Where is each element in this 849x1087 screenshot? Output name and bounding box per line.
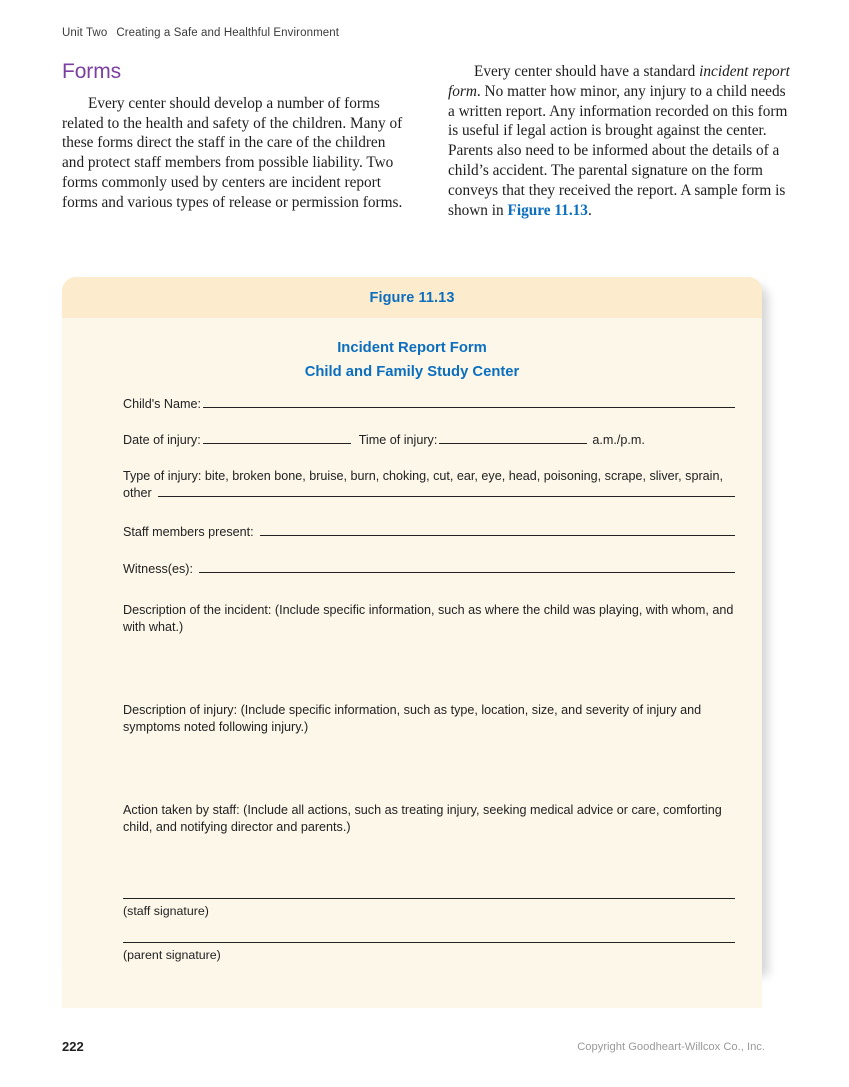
- running-head-title: Creating a Safe and Healthful Environment: [116, 27, 340, 39]
- figure-reference-link[interactable]: Figure 11.13: [507, 201, 588, 219]
- other-input-line[interactable]: [158, 485, 735, 497]
- staff-members-present-label: Staff members present:: [123, 525, 254, 539]
- am-pm-label: a.m./p.m.: [592, 433, 645, 447]
- right-column: [448, 62, 792, 220]
- field-description-of-injury[interactable]: [123, 702, 735, 736]
- page-number: 222: [62, 1039, 84, 1054]
- figure-caption-label: Figure 11.13: [369, 289, 455, 306]
- left-column-paragraph: Every center should develop a number of forms related to the health and safety of the children. Many of these forms direct the staff in the care of the children and protect staff members from possible liability. Two forms commonly used by centers are incident report forms and various types of release or permission forms.: [62, 94, 403, 211]
- page-title: Forms: [62, 60, 121, 83]
- form-title: [62, 318, 762, 384]
- field-childs-name[interactable]: [123, 396, 735, 413]
- field-type-of-injury: [123, 468, 735, 485]
- field-staff-signature[interactable]: [123, 898, 735, 920]
- right-column-paragraph: [448, 62, 792, 220]
- parent-signature-line[interactable]: [123, 942, 735, 943]
- figure-11-13: [62, 277, 762, 1008]
- witnesses-input-line[interactable]: [199, 561, 735, 573]
- childs-name-label: Child's Name:: [123, 397, 201, 411]
- date-of-injury-label: Date of injury:: [123, 433, 201, 447]
- field-parent-signature[interactable]: [123, 942, 735, 964]
- right-paragraph-part1: Every center should have a standard: [474, 63, 700, 80]
- field-witnesses[interactable]: [123, 561, 735, 578]
- time-of-injury-input-line[interactable]: [439, 432, 587, 444]
- description-of-incident-text: Description of the incident: (Include specific information, such as where the child was playing, with whom, and with what.): [123, 603, 734, 634]
- parent-signature-caption: (parent signature): [123, 948, 221, 962]
- witnesses-label: Witness(es):: [123, 562, 193, 576]
- figure-caption-band: [62, 277, 762, 318]
- type-of-injury-text: Type of injury: bite, broken bone, bruise, burn, choking, cut, ear, eye, head, poisoning, scrape, sliver, sprain,: [123, 469, 723, 483]
- field-staff-members-present[interactable]: [123, 524, 735, 541]
- description-of-injury-text: Description of injury: (Include specific information, such as type, location, size, and severity of injury and symptoms noted following injury.): [123, 703, 702, 734]
- staff-signature-line[interactable]: [123, 898, 735, 899]
- running-head: [62, 27, 339, 39]
- right-paragraph-part2: . No matter how minor, any injury to a child needs a written report. Any information recorded on this form is useful if legal action is brought against the center. Parents also need to be informed about the details of a child’s accident. The parental signature on the form conveys that they received the report. A sample form is shown in: [448, 82, 788, 219]
- left-column: [62, 62, 406, 213]
- right-paragraph-part3: .: [587, 201, 592, 219]
- field-action-taken-by-staff[interactable]: [123, 802, 735, 836]
- staff-members-present-input-line[interactable]: [260, 524, 735, 536]
- signature-section: [123, 898, 735, 964]
- field-date-time-of-injury[interactable]: [123, 432, 735, 449]
- form-title-line2: Child and Family Study Center: [304, 364, 520, 380]
- incident-report-form: [62, 318, 762, 1008]
- other-label: other: [123, 486, 152, 500]
- staff-signature-caption: (staff signature): [123, 904, 209, 918]
- action-taken-text: Action taken by staff: (Include all actions, such as treating injury, seeking medical advice or care, comforting child, and notifying director and parents.): [123, 803, 722, 834]
- field-description-of-incident[interactable]: [123, 602, 735, 636]
- copyright-notice: Copyright Goodheart-Willcox Co., Inc.: [577, 1041, 765, 1053]
- field-other-injury[interactable]: [123, 485, 735, 502]
- date-of-injury-input-line[interactable]: [203, 432, 351, 444]
- term-incident-report-form: incident report form: [448, 63, 790, 100]
- time-of-injury-label: Time of injury:: [358, 433, 438, 447]
- running-head-unit: Unit Two: [62, 27, 108, 39]
- childs-name-input-line[interactable]: [203, 396, 735, 408]
- form-title-line1: Incident Report Form: [337, 340, 487, 356]
- figure-box: [62, 277, 762, 1008]
